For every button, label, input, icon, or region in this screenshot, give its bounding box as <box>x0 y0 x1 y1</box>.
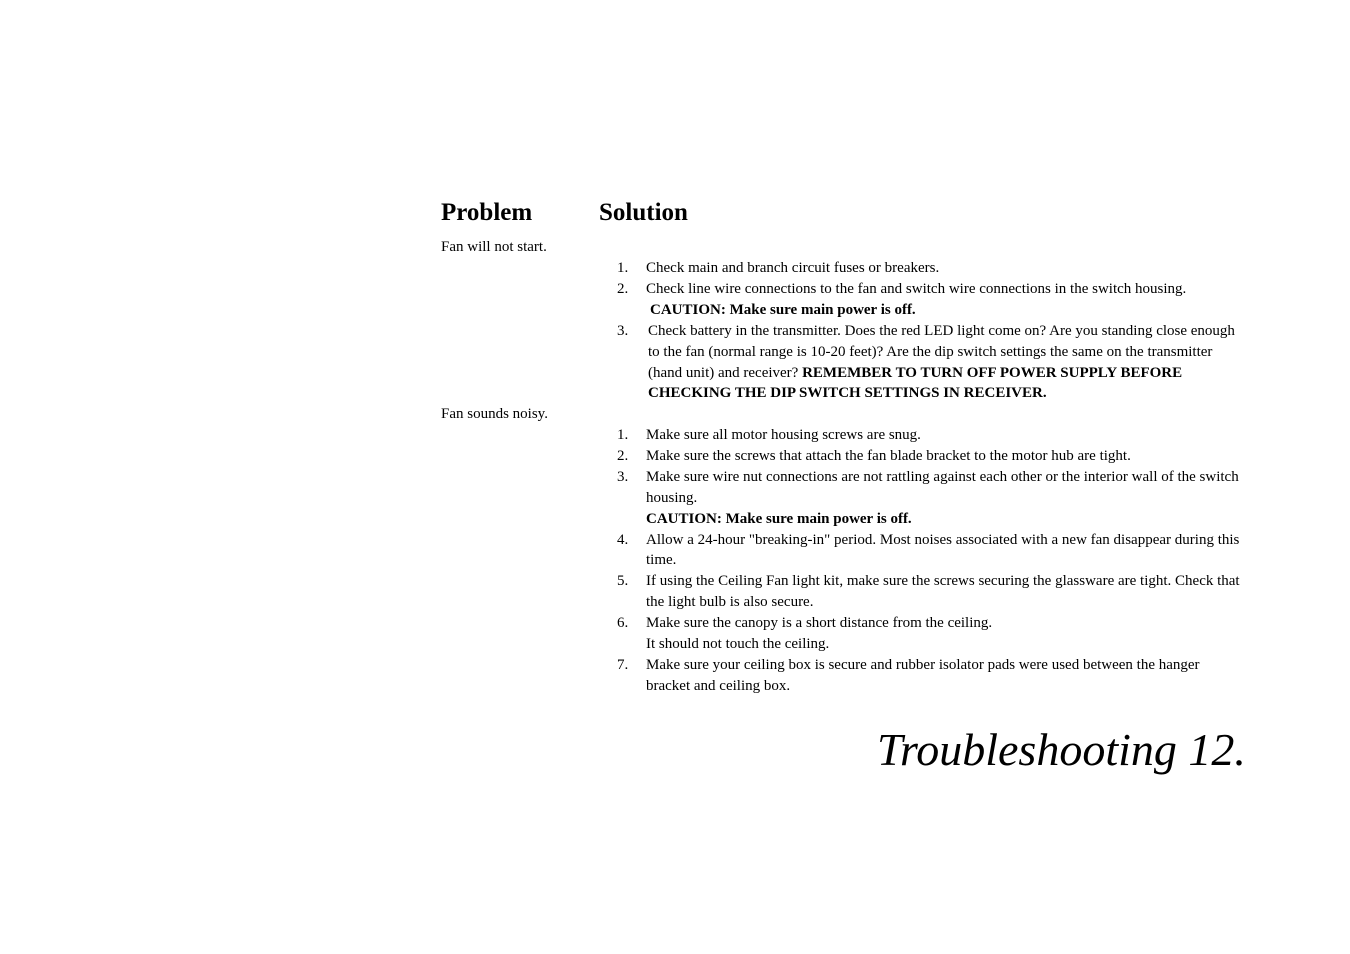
solution-text: the light bulb is also secure. <box>646 594 814 610</box>
solution-text: time. <box>646 552 677 568</box>
caution-note: CAUTION: Make sure main power is off. <box>650 302 916 318</box>
list-number: 7. <box>617 657 629 673</box>
warning-text: CHECKING THE DIP SWITCH SETTINGS IN RECEIVER. <box>648 385 1047 401</box>
list-number: 4. <box>617 532 629 548</box>
list-number: 5. <box>617 573 629 589</box>
solution-text: to the fan (normal range is 10-20 feet)? Are the dip switch settings the same on the transmitter <box>648 344 1213 360</box>
solution-text: Check battery in the transmitter. Does the red LED light come on? Are you standing close enough <box>648 323 1235 339</box>
solution-text-with-warning <box>648 363 1182 384</box>
list-number: 3. <box>617 323 629 339</box>
solution-text: Allow a 24-hour "breaking-in" period. Most noises associated with a new fan disappear during this <box>646 532 1240 548</box>
solution-text: (hand unit) and receiver? <box>648 365 803 381</box>
problem-label: Fan sounds noisy. <box>441 406 548 422</box>
solution-text: Make sure wire nut connections are not rattling against each other or the interior wall of the switch <box>646 469 1239 485</box>
list-number: 2. <box>617 448 629 464</box>
solution-text: Make sure the canopy is a short distance from the ceiling. <box>646 615 993 631</box>
list-number: 1. <box>617 427 629 443</box>
solution-text: It should not touch the ceiling. <box>646 636 830 652</box>
list-number: 2. <box>617 281 629 297</box>
list-number: 3. <box>617 469 629 485</box>
list-number: 6. <box>617 615 629 631</box>
solution-column-header: Solution <box>599 199 688 226</box>
solution-text: housing. <box>646 490 698 506</box>
solution-text: Check main and branch circuit fuses or breakers. <box>646 260 940 276</box>
solution-text: Make sure all motor housing screws are snug. <box>646 427 921 443</box>
page-title-footer: Troubleshooting 12. <box>877 724 1246 775</box>
warning-text: REMEMBER TO TURN OFF POWER SUPPLY BEFORE <box>802 365 1183 381</box>
solution-text: Make sure your ceiling box is secure and rubber isolator pads were used between the hanger <box>646 657 1200 673</box>
solution-text: If using the Ceiling Fan light kit, make sure the screws securing the glassware are tight. Check that <box>646 573 1240 589</box>
list-number: 1. <box>617 260 629 276</box>
problem-label: Fan will not start. <box>441 239 547 255</box>
solution-text: Make sure the screws that attach the fan blade bracket to the motor hub are tight. <box>646 448 1131 464</box>
problem-column-header: Problem <box>441 199 533 226</box>
solution-text: Check line wire connections to the fan and switch wire connections in the switch housing. <box>646 281 1187 297</box>
caution-note: CAUTION: Make sure main power is off. <box>646 511 912 527</box>
solution-text: bracket and ceiling box. <box>646 678 791 694</box>
